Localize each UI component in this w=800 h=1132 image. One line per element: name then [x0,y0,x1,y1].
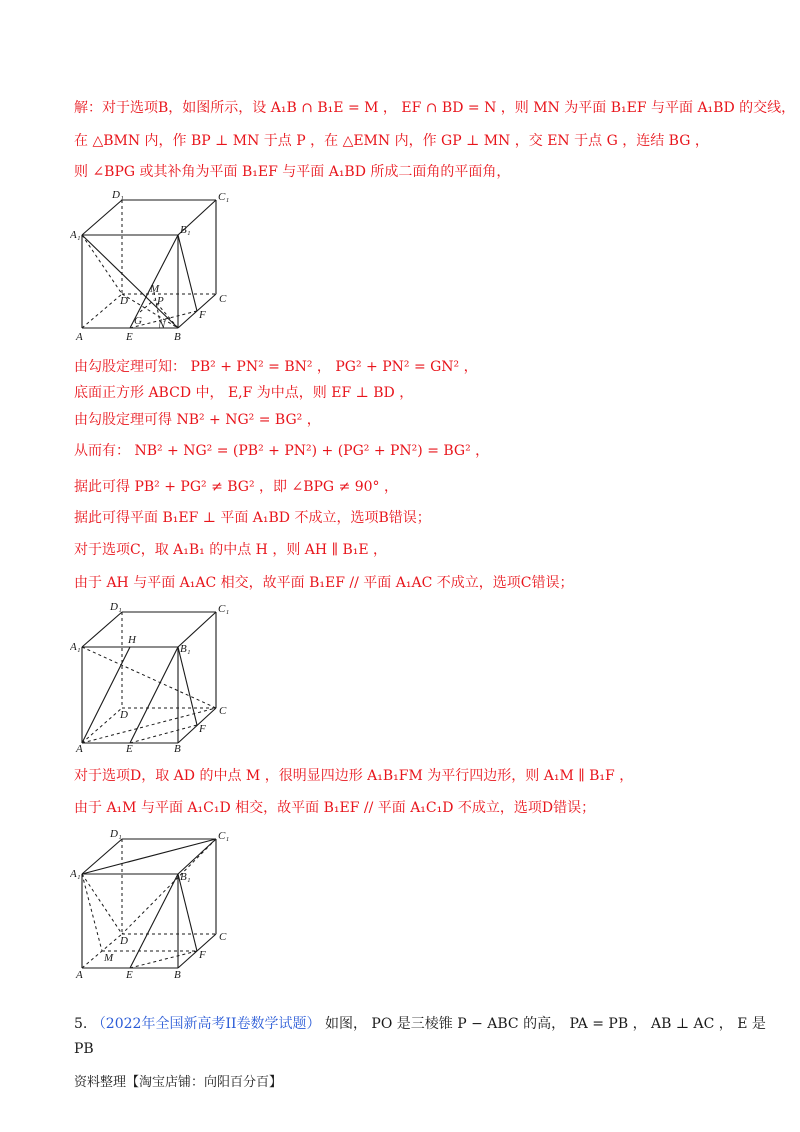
solution-line-8: 据此可得 PB² + PG² ≠ BG² ，即 ∠BPG ≠ 90° ， [74,479,399,495]
label-M: M [150,283,160,295]
cube-figure-3 [70,822,240,982]
solution-line-12: 对于选项D，取 AD 的中点 M ，很明显四边形 A₁B₁FM 为平行四边形，则 A₁M ∥ B₁F ， [74,768,634,784]
cube-figure-2 [70,598,240,758]
label-C: C [219,293,227,305]
label-A: A [76,969,83,981]
label-B1: B₁ [180,224,191,236]
solution-line-6: 由勾股定理可得 NB² + NG² = BG² ， [74,412,321,428]
question-5-continuation: PB [74,1041,94,1057]
label-C1: C₁ [218,191,230,203]
label-M: M [104,952,114,964]
label-A1: A₁ [70,641,81,653]
solution-line-2: 在 △BMN 内，作 BP ⊥ MN 于点 P ，在 △EMN 内，作 GP ⊥ MN ，交 EN 于点 G ，连结 BG ， [74,133,709,149]
label-D1: D₁ [110,828,122,840]
label-B: B [174,743,181,755]
label-C: C [219,931,227,943]
label-D1: D₁ [110,601,122,613]
label-F: F [199,949,206,961]
solution-line-3: 则 ∠BPG 或其补角为平面 B₁EF 与平面 A₁BD 所成二面角的平面角， [74,164,511,180]
question-5 [74,1013,766,1035]
label-C1: C₁ [218,603,230,615]
label-C: C [219,705,227,717]
label-N: N [158,319,166,331]
question-number: 5. [74,1016,88,1032]
label-H: H [128,634,136,646]
label-C1: C₁ [218,830,230,842]
label-D: D [120,709,128,721]
solution-line-7: 从而有： NB² + NG² = (PB² + PN²) + (PG² + PN²) = BG² ， [74,443,490,459]
label-D: D [120,295,128,307]
label-B1: B₁ [180,871,191,883]
label-F: F [199,723,206,735]
label-D: D [120,935,128,947]
label-B: B [174,331,181,343]
solution-line-5: 底面正方形 ABCD 中， E,F 为中点，则 EF ⊥ BD ， [74,385,414,401]
solution-line-9: 据此可得平面 B₁EF ⊥ 平面 A₁BD 不成立，选项B错误； [74,510,431,526]
solution-line-10: 对于选项C，取 A₁B₁ 的中点 H ，则 AH ∥ B₁E ， [74,542,388,558]
label-A: A [76,331,83,343]
cube-figure-1 [70,188,240,348]
label-B: B [174,969,181,981]
label-A1: A₁ [70,229,81,241]
question-source: （2022年全国新高考II卷数学试题） [91,1016,321,1032]
solution-line-4: 由勾股定理可知： PB² + PN² = BN² ， PG² + PN² = GN² ， [74,359,478,375]
footer-note: 资料整理【淘宝店铺：向阳百分百】 [74,1075,283,1090]
label-G: G [134,315,142,327]
label-B1: B₁ [180,643,191,655]
solution-line-1: 解：对于选项B，如图所示，设 A₁B ∩ B₁E = M ， EF ∩ BD = N ，则 MN 为平面 B₁EF 与平面 A₁BD 的交线， [74,100,796,116]
solution-line-13: 由于 A₁M 与平面 A₁C₁D 相交，故平面 B₁EF // 平面 A₁C₁D 不成立，选项D错误； [74,800,596,816]
label-E: E [126,331,133,343]
label-F: F [199,309,206,321]
question-text: 如图， PO 是三棱锥 P − ABC 的高， PA = PB ， AB ⊥ AC ， E 是 [324,1016,766,1032]
solution-line-11: 由于 AH 与平面 A₁AC 相交，故平面 B₁EF // 平面 A₁AC 不成立，选项C错误； [74,575,574,591]
label-E: E [126,743,133,755]
label-D1: D₁ [112,189,124,201]
label-P: P [157,295,164,307]
label-A1: A₁ [70,868,81,880]
label-E: E [126,969,133,981]
label-A: A [76,743,83,755]
